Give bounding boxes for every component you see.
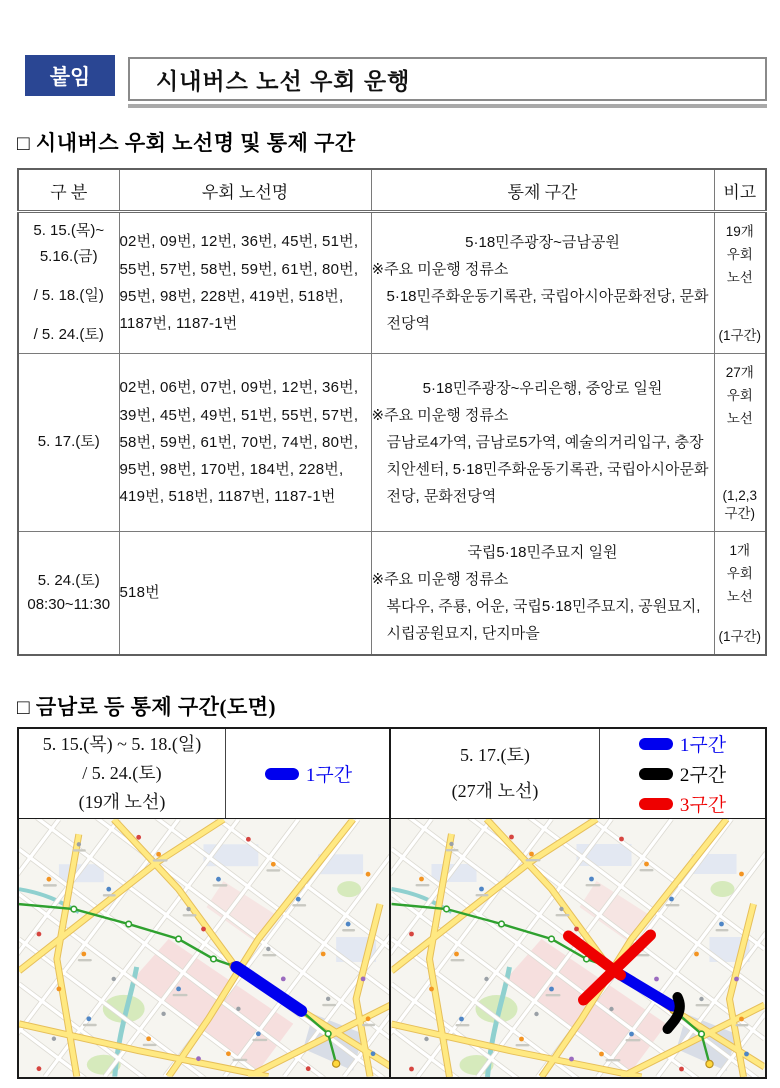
legend-entry xyxy=(639,760,726,787)
table-row xyxy=(18,532,766,656)
table-row xyxy=(18,354,766,532)
legend-section2-line-icon xyxy=(639,768,673,780)
period-cell: 5. 17.(토) xyxy=(18,354,119,532)
document-title-box xyxy=(128,57,767,101)
control-section-cell xyxy=(371,354,714,532)
map-panel-header xyxy=(391,729,765,819)
legend-section3-line-icon xyxy=(639,798,673,810)
control-stops: 5·18민주화운동기록관, 국립아시아문화전당, 문화전당역 xyxy=(386,288,709,332)
legend-label: 3구간 xyxy=(679,795,727,816)
routes-cell: 02번, 06번, 07번, 09번, 12번, 36번, 39번, 45번, 49번, 51번, 55번, 57번, 58번, 59번, 61번, 70번, 74번, 80번, 95번, 98번, 170번, 184번, 228번, 419번, 518번, 1187번, 1187-1번 xyxy=(119,354,371,532)
legend-entry xyxy=(639,790,726,817)
control-stops: 금남로4가역, 금남로5가역, 예술의거리입구, 충장치안센터, 5·18민주화운동기록관, 국립아시아문화전당, 문화전당역 xyxy=(386,434,709,505)
routes-cell: 518번 xyxy=(119,532,371,656)
attachment-badge: 붙임 xyxy=(25,55,115,96)
section1-heading: □ 시내버스 우회 노선명 및 통제 구간 xyxy=(17,131,356,155)
remark-cell: 27개 우회 노선 (1,2,3 구간) xyxy=(714,354,766,532)
map-caption: 5. 17.(토) (27개 노선) xyxy=(391,729,600,818)
legend-entry xyxy=(639,730,726,757)
control-note: ※주요 미운행 정류소 xyxy=(371,407,509,424)
legend-label: 2구간 xyxy=(679,765,727,786)
period-cell: 5. 15.(목)~ 5.16.(금) / 5. 18.(일) / 5. 24.(토) xyxy=(18,212,119,354)
map-legend xyxy=(600,729,765,818)
control-section-cell xyxy=(371,532,714,656)
control-note: ※주요 미운행 정류소 xyxy=(371,261,509,278)
control-stops: 복다우, 주룡, 어운, 국립5·18민주묘지, 공원묘지, 시립공원묘지, 단지마을 xyxy=(386,598,701,642)
map-panel-saturday xyxy=(391,729,765,1077)
legend-entry xyxy=(265,760,352,787)
map-saturday-svg xyxy=(391,819,765,1077)
legend-section1-line-icon xyxy=(639,738,673,750)
table-header-row xyxy=(18,169,766,212)
col-header-routes: 우회 노선명 xyxy=(119,169,371,212)
map-saturday xyxy=(391,819,765,1077)
map-caption: 5. 15.(목) ~ 5. 18.(일) / 5. 24.(토) (19개 노선) xyxy=(19,729,226,818)
period-cell: 5. 24.(토) 08:30~11:30 xyxy=(18,532,119,656)
col-header-category: 구 분 xyxy=(18,169,119,212)
map-legend xyxy=(226,729,391,818)
remark-cell: 19개 우회 노선 (1구간) xyxy=(714,212,766,354)
routes-cell: 02번, 09번, 12번, 36번, 45번, 51번, 55번, 57번, 58번, 59번, 61번, 80번, 95번, 98번, 228번, 419번, 518번, 1187번, 1187-1번 xyxy=(119,212,371,354)
control-title: 국립5·18민주묘지 일원 xyxy=(467,544,618,561)
detour-route-table xyxy=(17,168,767,656)
control-note: ※주요 미운행 정류소 xyxy=(371,571,509,588)
legend-label: 1구간 xyxy=(305,765,353,786)
document-title: 시내버스 노선 우회 운행 xyxy=(156,67,411,94)
control-title: 5·18민주광장~금남공원 xyxy=(465,234,620,251)
section2-heading: □ 금남로 등 통제 구간(도면) xyxy=(17,695,277,719)
map-table xyxy=(17,727,767,1079)
table-row xyxy=(18,212,766,354)
control-title: 5·18민주광장~우리은행, 중앙로 일원 xyxy=(422,380,663,397)
legend-section1-line-icon xyxy=(265,768,299,780)
map-weekdays xyxy=(19,819,389,1077)
legend-label: 1구간 xyxy=(679,735,727,756)
map-weekdays-svg xyxy=(19,819,389,1077)
control-section-cell xyxy=(371,212,714,354)
title-underline xyxy=(128,104,767,108)
col-header-remark: 비고 xyxy=(714,169,766,212)
map-panel-weekdays xyxy=(19,729,391,1077)
map-panel-header xyxy=(19,729,389,819)
remark-cell: 1개 우회 노선 (1구간) xyxy=(714,532,766,656)
col-header-control-section: 통제 구간 xyxy=(371,169,714,212)
